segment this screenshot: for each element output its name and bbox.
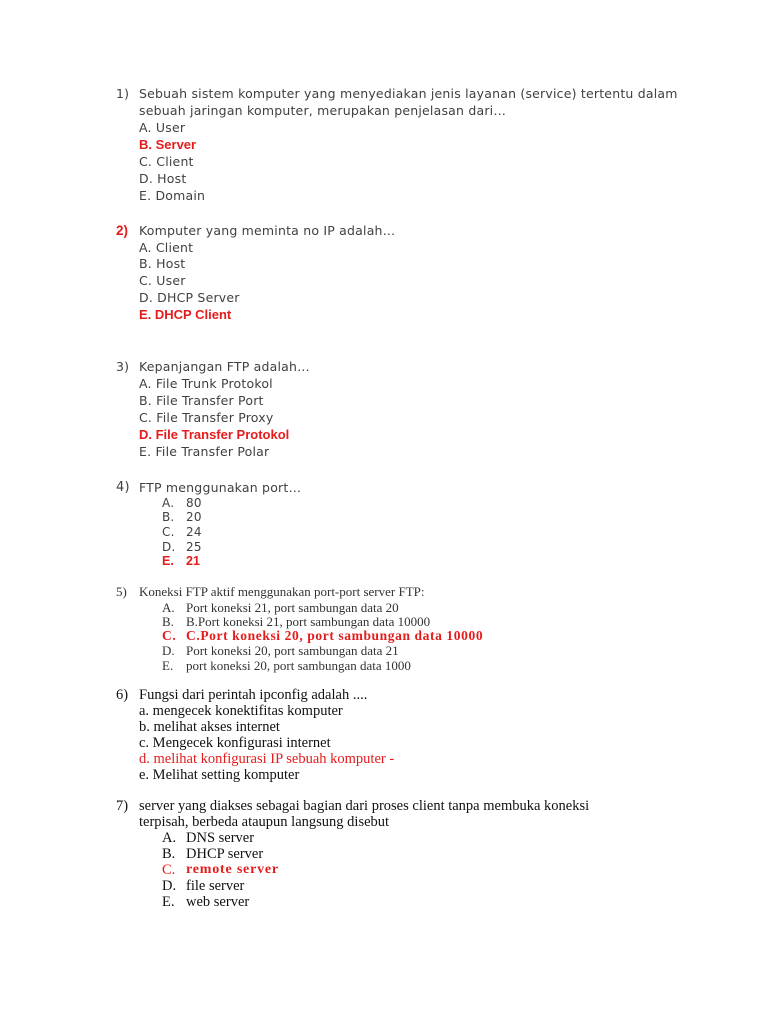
option-letter: D. (162, 643, 175, 658)
option: E. Domain (139, 188, 206, 203)
option: web server (186, 894, 250, 910)
question-number: 6) (116, 687, 129, 703)
option: A. File Trunk Protokol (139, 376, 273, 391)
option-letter: B. (162, 510, 175, 524)
correct-answer: D. File Transfer Protokol (139, 427, 290, 442)
question-text: sebuah jaringan komputer, merupakan penjelasan dari… (139, 103, 507, 118)
option-letter: A. (162, 600, 175, 615)
option: B. Host (139, 256, 186, 271)
correct-answer: B. Server (139, 137, 197, 152)
option-letter: B. (162, 614, 174, 629)
option-letter: C. (162, 628, 177, 643)
option: file server (186, 878, 245, 894)
option: DHCP server (186, 846, 264, 862)
correct-answer: d. melihat konfigurasi IP sebuah komputer - (139, 751, 395, 767)
question-number: 7) (116, 798, 129, 814)
option-letter: C. (162, 862, 176, 878)
correct-answer: 21 (186, 554, 200, 568)
option: Port koneksi 21, port sambungan data 20 (186, 600, 399, 615)
option: D. Host (139, 171, 187, 186)
option-letter: A. (162, 496, 175, 510)
question-text: Sebuah sistem komputer yang menyediakan jenis layanan (service) tertentu dalam (139, 86, 678, 101)
option: b. melihat akses internet (139, 719, 280, 735)
option: B.Port koneksi 21, port sambungan data 10000 (186, 614, 431, 629)
correct-answer: C.Port koneksi 20, port sambungan data 10000 (186, 628, 484, 643)
question-number: 5) (116, 584, 127, 599)
option: a. mengecek konektifitas komputer (139, 703, 343, 719)
option: 80 (186, 496, 202, 510)
option-letter: E. (162, 894, 175, 910)
option-letter: C. (162, 525, 175, 539)
option-letter: D. (162, 540, 176, 554)
option: e. Melihat setting komputer (139, 767, 300, 783)
option-letter: E. (162, 658, 174, 673)
question-text: server yang diakses sebagai bagian dari proses client tanpa membuka koneksi (139, 798, 590, 814)
option-letter: B. (162, 846, 176, 862)
question-text: FTP menggunakan port… (139, 480, 302, 495)
question-text: terpisah, berbeda ataupun langsung disebut (139, 814, 390, 830)
question-text: Koneksi FTP aktif menggunakan port-port server FTP: (139, 584, 425, 599)
option: c. Mengecek konfigurasi internet (139, 735, 331, 751)
question-number: 3) (116, 359, 130, 374)
option: E. File Transfer Polar (139, 444, 270, 459)
option: 25 (186, 540, 202, 554)
option: C. User (139, 273, 186, 288)
question-number: 4) (116, 480, 130, 495)
correct-answer: remote server (186, 862, 279, 877)
question-text: Fungsi dari perintah ipconfig adalah .... (139, 687, 368, 703)
option: DNS server (186, 830, 255, 846)
option: B. File Transfer Port (139, 393, 264, 408)
option: A. Client (139, 240, 194, 255)
option: D. DHCP Server (139, 290, 240, 305)
correct-answer: E. DHCP Client (139, 307, 232, 322)
question-number: 2) (116, 223, 129, 238)
option-letter: D. (162, 878, 177, 894)
question-text: Kepanjangan FTP adalah… (139, 359, 310, 374)
option: A. User (139, 120, 186, 135)
question-number: 1) (116, 86, 130, 101)
question-text: Komputer yang meminta no IP adalah… (139, 223, 396, 238)
option-letter: E. (162, 554, 174, 568)
option: C. File Transfer Proxy (139, 410, 274, 425)
option: 24 (186, 525, 202, 539)
option: Port koneksi 20, port sambungan data 21 (186, 643, 399, 658)
option-letter: A. (162, 830, 177, 846)
option: 20 (186, 510, 202, 524)
option: port koneksi 20, port sambungan data 1000 (186, 658, 411, 673)
option: C. Client (139, 154, 194, 169)
